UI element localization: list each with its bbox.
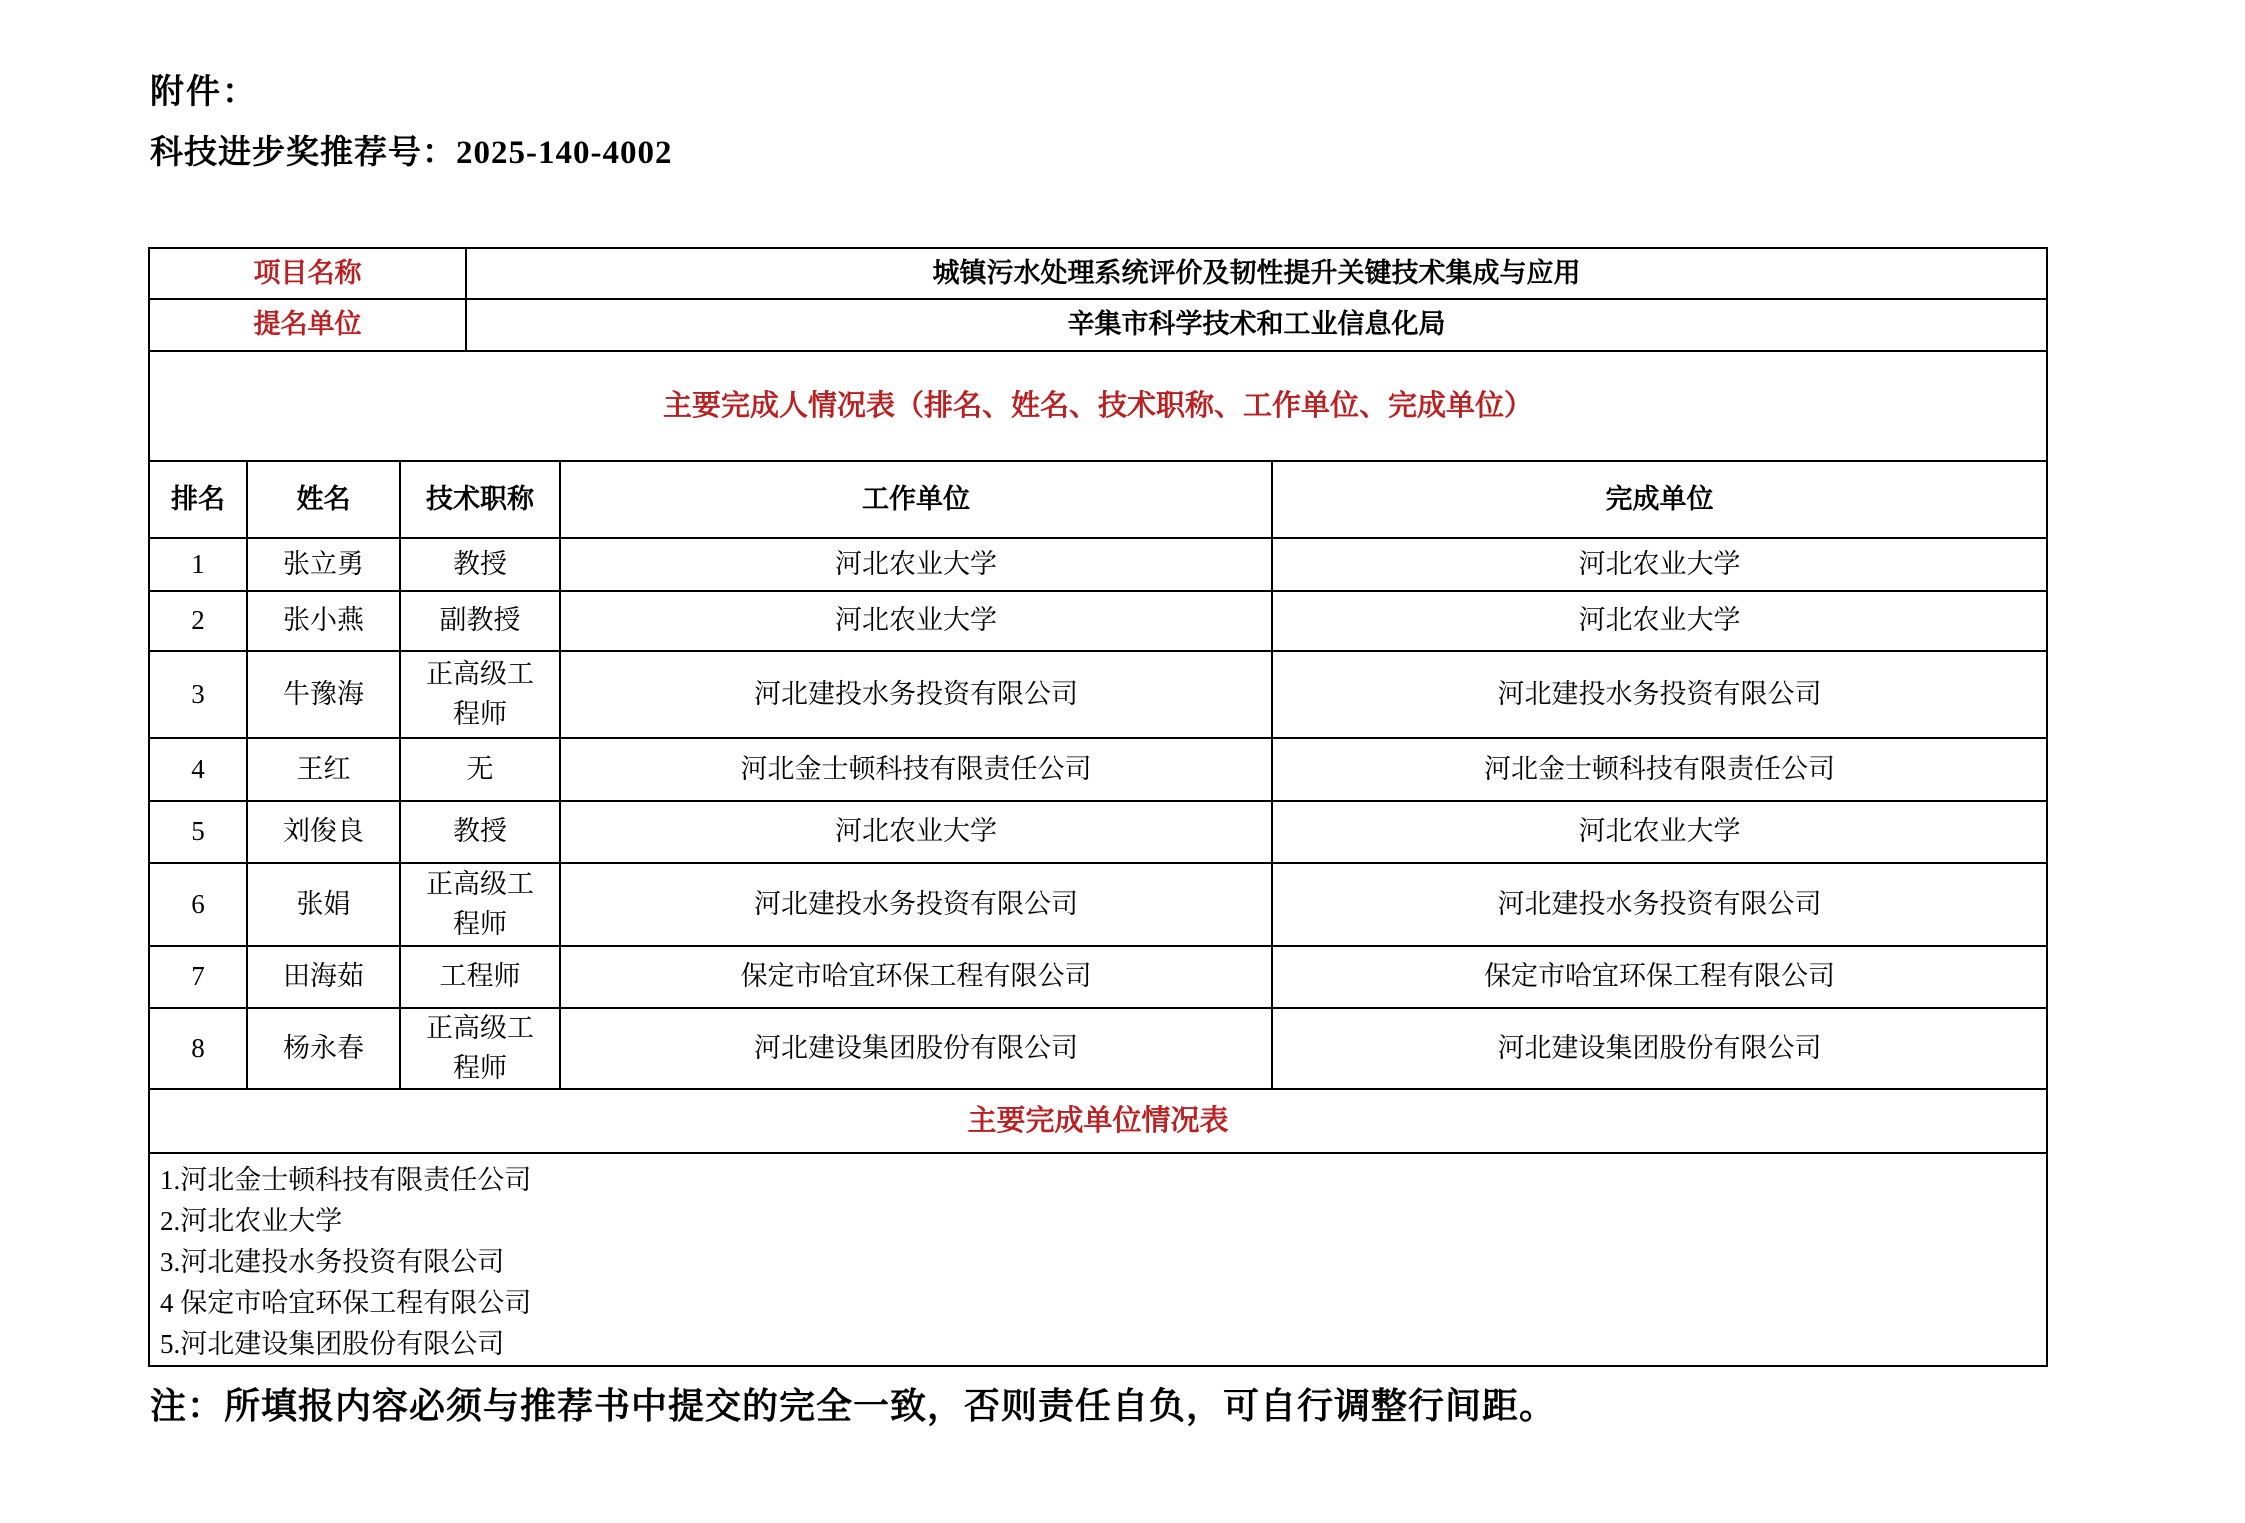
work-unit-cell: 河北农业大学 (561, 802, 1273, 862)
units-title: 主要完成单位情况表 (967, 1104, 1229, 1137)
units-list (150, 1154, 2046, 1365)
work-unit-cell: 河北金士顿科技有限责任公司 (561, 739, 1273, 800)
work-unit-cell: 河北建投水务投资有限公司 (561, 652, 1273, 737)
header-name: 姓名 (248, 462, 401, 537)
title-cell (401, 652, 561, 737)
rank-cell: 3 (150, 652, 248, 737)
header-work-unit: 工作单位 (561, 462, 1273, 537)
recommendation-number-value: 2025-140-4002 (456, 135, 673, 171)
table-row (150, 739, 2046, 802)
title-text: 教授 (453, 548, 507, 579)
main-table (148, 247, 2048, 1367)
name-cell: 张娟 (248, 864, 401, 945)
name-cell: 王红 (248, 739, 401, 800)
name-cell: 杨永春 (248, 1009, 401, 1088)
header-completion-unit: 完成单位 (1605, 483, 1714, 514)
header-title-label: 技术职称 (426, 483, 534, 514)
recommendation-number-label: 科技进步奖推荐号： (150, 135, 456, 171)
completers-title-row (150, 352, 2046, 462)
title-cell (401, 864, 561, 945)
rank-cell: 6 (150, 864, 248, 945)
rank-cell: 7 (150, 947, 248, 1007)
completion-unit-cell: 河北建投水务投资有限公司 (1497, 678, 1822, 709)
rank-cell: 5 (150, 802, 248, 862)
table-row (150, 802, 2046, 864)
rank-cell: 1 (150, 539, 248, 590)
table-row (150, 592, 2046, 652)
list-item: 1.河北金士顿科技有限责任公司 (160, 1165, 532, 1195)
completion-unit-cell: 河北农业大学 (1578, 605, 1741, 636)
nominator-label: 提名单位 (150, 300, 467, 350)
completion-unit-cell: 河北农业大学 (1578, 816, 1741, 847)
title-text: 正高级工程师 (426, 1013, 534, 1083)
project-name-value: 城镇污水处理系统评价及韧性提升关键技术集成与应用 (932, 257, 1581, 288)
list-item: 3.河北建投水务投资有限公司 (160, 1247, 505, 1277)
title-cell (401, 947, 561, 1007)
note-text: 注：所填报内容必须与推荐书中提交的完全一致，否则责任自负，可自行调整行间距。 (150, 1386, 1557, 1426)
work-unit-cell: 保定市哈宜环保工程有限公司 (561, 947, 1273, 1007)
title-text: 工程师 (439, 961, 521, 992)
table-row (150, 539, 2046, 592)
rank-cell: 2 (150, 592, 248, 650)
project-name-row (150, 249, 2046, 300)
title-text: 正高级工程师 (426, 659, 534, 729)
title-text: 副教授 (439, 605, 521, 636)
completers-header-row (150, 462, 2046, 539)
nominator-value: 辛集市科学技术和工业信息化局 (1067, 309, 1446, 340)
header-title (401, 462, 561, 537)
name-cell: 张立勇 (248, 539, 401, 590)
nominator-row (150, 300, 2046, 352)
units-list-row (150, 1154, 2046, 1365)
title-cell (401, 739, 561, 800)
completers-title: 主要完成人情况表（排名、姓名、技术职称、工作单位、完成单位） (662, 389, 1533, 422)
completion-unit-cell: 保定市哈宜环保工程有限公司 (1484, 961, 1835, 992)
attachment-label: 附件： (150, 73, 258, 111)
work-unit-cell: 河北农业大学 (561, 592, 1273, 650)
list-item: 2.河北农业大学 (160, 1206, 343, 1236)
table-row (150, 1009, 2046, 1090)
title-cell (401, 539, 561, 590)
name-cell: 田海茹 (248, 947, 401, 1007)
title-text: 无 (466, 753, 494, 784)
title-text: 教授 (453, 816, 507, 847)
completion-unit-cell: 河北金士顿科技有限责任公司 (1484, 753, 1835, 784)
completion-unit-cell: 河北建设集团股份有限公司 (1497, 1032, 1822, 1063)
title-text: 正高级工程师 (426, 869, 534, 939)
work-unit-cell: 河北建投水务投资有限公司 (561, 864, 1273, 945)
name-cell: 牛豫海 (248, 652, 401, 737)
title-cell (401, 1009, 561, 1088)
completion-unit-cell: 河北建投水务投资有限公司 (1497, 888, 1822, 919)
recommendation-number-line (150, 126, 672, 173)
title-cell (401, 802, 561, 862)
name-cell: 张小燕 (248, 592, 401, 650)
units-title-row (150, 1090, 2046, 1154)
list-item: 4 保定市哈宜环保工程有限公司 (160, 1288, 532, 1318)
table-row (150, 864, 2046, 947)
completion-unit-cell: 河北农业大学 (1578, 548, 1741, 579)
table-row (150, 947, 2046, 1009)
project-name-label: 项目名称 (150, 249, 467, 298)
rank-cell: 8 (150, 1009, 248, 1088)
rank-cell: 4 (150, 739, 248, 800)
work-unit-cell: 河北农业大学 (561, 539, 1273, 590)
work-unit-cell: 河北建设集团股份有限公司 (561, 1009, 1273, 1088)
name-cell: 刘俊良 (248, 802, 401, 862)
title-cell (401, 592, 561, 650)
header-rank: 排名 (150, 462, 248, 537)
table-row (150, 652, 2046, 739)
list-item: 5.河北建设集团股份有限公司 (160, 1329, 505, 1359)
